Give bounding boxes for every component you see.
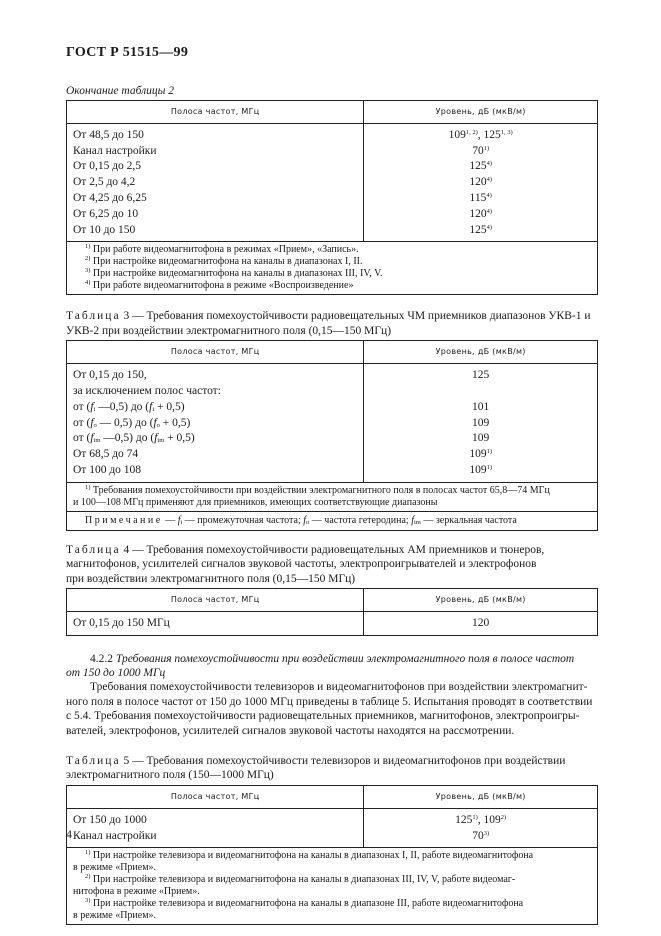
footnote: $^{1)}$ При настройке телевизора и видеомагнитофона на каналы в диапазонах I, II, работе видеомагнитофона xyxy=(85,849,534,862)
section-title: 4.2.2 Требования помехоустойчивости при воздействии электромагнитного поля в полосе частот xyxy=(90,652,575,665)
table4 xyxy=(66,588,598,636)
table5-band-column xyxy=(67,808,364,848)
table3-caption: Таблица 3 — Требования помехоустойчивости радиовещательных ЧМ приемников диапазонов УКВ-1 и УКВ-2 при воздействии электромагнитного поля (0,15—150 МГц) xyxy=(66,310,591,337)
footnote: $^{1)}$ При работе видеомагнитофона в режимах «Прием», «Запись». xyxy=(85,243,359,256)
table2-footnotes xyxy=(67,242,598,295)
footnote: $^{3)}$ При настройке телевизора и видеомагнитофона на каналы в диапазоне III, работе видеомагнитофона xyxy=(85,897,524,910)
table-cell: От 0,15 до 2,5 xyxy=(73,160,142,173)
table5-caption: Таблица 5 — Требования помехоустойчивости телевизоров и видеомагнитофонов при воздействии электромагнитного поля (150—1000 МГц) xyxy=(66,754,566,782)
table2 xyxy=(66,100,598,296)
table-cell: от ($f_o$ — 0,5) до $(f_o + 0,5)$ xyxy=(73,416,191,429)
table4-header-level: Уровень, дБ (мкВ/м) xyxy=(364,588,598,611)
footnote: $^{4)}$ При работе видеомагнитофона в режиме «Воспроизведение» xyxy=(85,279,354,292)
table-cell: за исключением полос частот: xyxy=(73,385,221,397)
table-cell: От 0,15 до 150 МГц xyxy=(67,611,364,635)
table2-header-band: Полоса частот, МГц xyxy=(67,100,364,123)
section-title-cont: от 150 до 1000 МГц xyxy=(66,667,166,680)
table3-band-column xyxy=(67,364,364,483)
footnote: $^{1)}$ Требования помехоустойчивости при воздействии электромагнитного поля в полосах частот 65,8—74 МГц xyxy=(85,483,550,496)
table2-band-column xyxy=(67,123,364,242)
table-cell: 125$^{4)}$ xyxy=(469,223,493,236)
footnote-cont: нитофона в режиме «Прием». xyxy=(73,886,200,898)
table-cell: от ($f_{im}$ —0,5) до $(f_{im} + 0,5)$ xyxy=(73,432,195,445)
document-page xyxy=(66,44,598,925)
table3-header-level: Уровень, дБ (мкВ/м) xyxy=(364,341,598,364)
table-cell: 70$^{1)}$ xyxy=(472,144,490,157)
footnote-cont: в режиме «Прием». xyxy=(73,910,157,922)
table-cell: 120 xyxy=(364,611,598,635)
table-cell: 115$^{4)}$ xyxy=(469,192,492,205)
table-cell: 109 xyxy=(472,416,490,429)
table-cell: 125$^{1)}$, 109$^{2)}$ xyxy=(455,813,507,826)
table3 xyxy=(66,340,598,531)
table-cell: От 10 до 150 xyxy=(73,223,136,236)
table3-remark: Примечание — $f_i$ — промежуточная частота; $f_o$ — частота гетеродина; $f_{im}$ — зеркальная частота xyxy=(67,511,598,530)
table3-level-column xyxy=(364,364,598,483)
table-cell: 109$^{1, 2)}$, 125$^{1, 3)}$ xyxy=(448,128,513,141)
table2-header-level: Уровень, дБ (мкВ/м) xyxy=(364,100,598,123)
table-cell: От 48,5 до 150 xyxy=(73,128,144,141)
table-cell: 125$^{4)}$ xyxy=(469,160,493,173)
table-cell: От 100 до 108 xyxy=(73,463,142,476)
section-4-2-2 xyxy=(66,652,598,738)
table5-level-column xyxy=(364,808,598,848)
table-cell: от ($f_i$ —0,5) до $(f_i + 0,5)$ xyxy=(73,400,185,413)
table5 xyxy=(66,785,598,926)
table-cell: Канал настройки xyxy=(73,829,157,842)
table4-header-band: Полоса частот, МГц xyxy=(67,588,364,611)
table-cell: От 2,5 до 4,2 xyxy=(73,176,136,189)
page-number: 4 xyxy=(66,827,72,841)
table-cell: 70$^{3)}$ xyxy=(472,829,490,842)
table-cell: От 0,15 до 150, xyxy=(73,369,147,382)
table5-header-band: Полоса частот, МГц xyxy=(67,785,364,808)
table-cell: 125 xyxy=(472,369,490,382)
table-cell: 101 xyxy=(472,400,490,413)
table-cell xyxy=(370,384,591,400)
table-cell: От 4,25 до 6,25 xyxy=(73,192,147,205)
table-cell: 120$^{4)}$ xyxy=(469,176,493,189)
table5-footnotes xyxy=(67,848,598,925)
table-cell: Канал настройки xyxy=(73,144,157,157)
document-code: ГОСТ Р 51515—99 xyxy=(66,45,189,60)
footnote-cont: и 100—108 МГц применяют для приемников, имеющих соответствующие диапазоны xyxy=(73,496,438,508)
footnote: $^{2)}$ При настройке телевизора и видеомагнитофона на каналы в диапазонах III, IV, V, работе видеомаг- xyxy=(85,873,516,886)
footnote: $^{3)}$ При настройке видеомагнитофона на каналы в диапазонах III, IV, V. xyxy=(85,267,383,280)
section-paragraph: Требования помехоустойчивости телевизоров и видеомагнитофонов при воздействии электромагнит- ного поля в полосе частот от 150 до 1000 МГц приведены в таблице 5. Испытания проводят в соответствии с 5.4. Требования помехоустойчивости радиовещательных приемников, магнитофонов, электропроигры- вателей, электрофонов, усилителей сигналов звуковой частоты находятся на рассмотрении. xyxy=(66,681,593,737)
table-cell: 109$^{1)}$ xyxy=(469,463,493,476)
footnote-cont: в режиме «Прием». xyxy=(73,862,157,874)
footnote: $^{2)}$ При настройке видеомагнитофона на каналы в диапазонах I, II. xyxy=(85,255,363,268)
table2-caption: Окончание таблицы 2 xyxy=(66,84,174,97)
table-cell: 109 xyxy=(472,432,490,445)
table-cell: От 150 до 1000 xyxy=(73,813,147,826)
table-cell: 120$^{4)}$ xyxy=(469,207,493,220)
table3-header-band: Полоса частот, МГц xyxy=(67,341,364,364)
table5-header-level: Уровень, дБ (мкВ/м) xyxy=(364,785,598,808)
table-cell: От 6,25 до 10 xyxy=(73,207,139,220)
table3-footnote xyxy=(67,482,598,511)
table4-caption: Таблица 4 — Требования помехоустойчивости радиовещательных АМ приемников и тюнеров, магнитофонов, усилителей сигналов звуковой частоты, электропроигрывателей и электрофонов при воздействии электромагнитного поля (0,15—150 МГц) xyxy=(66,543,545,585)
table-cell: 109$^{1)}$ xyxy=(469,448,493,461)
table-cell: От 68,5 до 74 xyxy=(73,448,139,461)
table2-level-column xyxy=(364,123,598,242)
